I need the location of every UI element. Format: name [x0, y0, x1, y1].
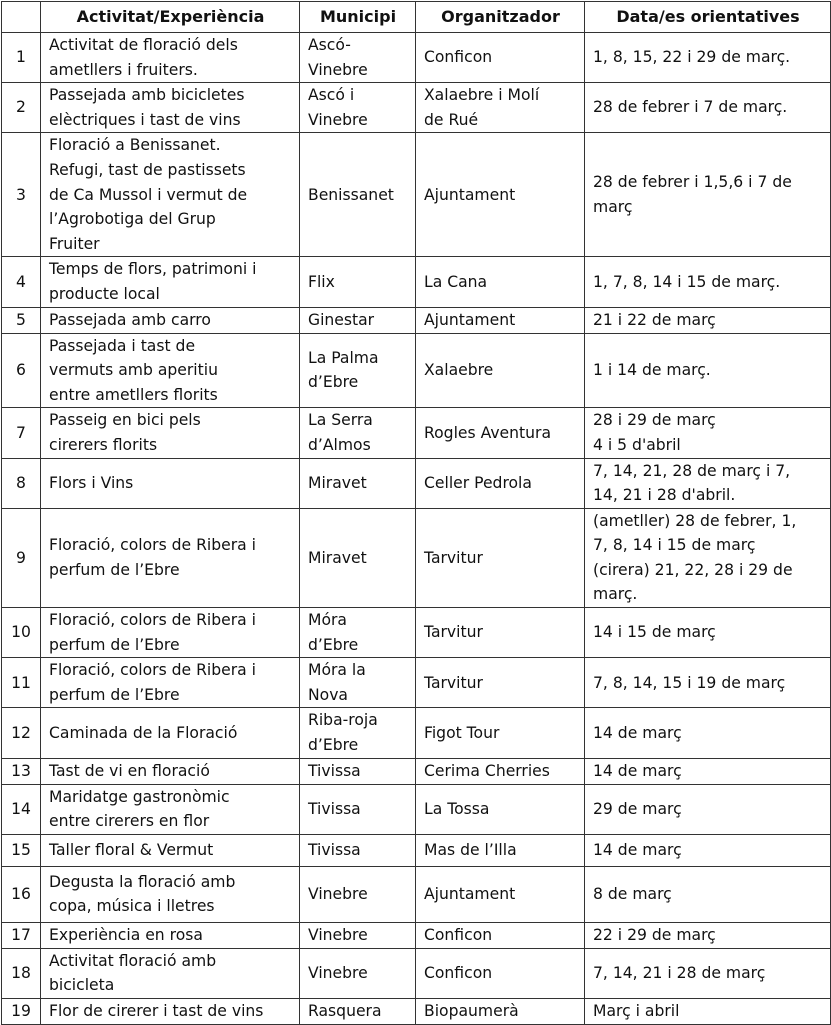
activity-text: Taller floral & Vermut	[49, 841, 214, 860]
organizer-cell	[416, 608, 585, 658]
organizer-cell	[416, 834, 585, 866]
municipality-cell	[300, 658, 416, 708]
activity-cell	[41, 133, 300, 257]
municipality-text: Tivissa	[308, 761, 361, 780]
row-number: 18	[2, 948, 41, 998]
table-row	[2, 999, 831, 1025]
dates-cell	[585, 333, 831, 408]
row-number: 8	[2, 458, 41, 508]
activity-text: Flors i Vins	[49, 473, 134, 492]
dates-cell	[585, 834, 831, 866]
organizer-text: Ajuntament	[424, 885, 516, 904]
row-number: 14	[2, 784, 41, 834]
table-row	[2, 784, 831, 834]
table-row	[2, 922, 831, 948]
activity-cell	[41, 333, 300, 408]
organizer-cell	[416, 784, 585, 834]
row-number: 19	[2, 999, 41, 1025]
header-number	[2, 2, 41, 33]
organizer-text: Cerima Cherries	[424, 761, 550, 780]
organizer-text: Celler Pedrola	[424, 473, 532, 492]
header-municipality: Municipi	[300, 2, 416, 33]
row-number: 16	[2, 866, 41, 922]
dates-text: 7, 14, 21 i 28 de març	[593, 964, 766, 983]
row-number: 7	[2, 408, 41, 458]
row-number: 6	[2, 333, 41, 408]
dates-cell	[585, 508, 831, 607]
municipality-cell	[300, 948, 416, 998]
organizer-cell	[416, 948, 585, 998]
dates-text: 1 i 14 de març.	[593, 361, 711, 380]
dates-cell	[585, 307, 831, 333]
dates-text: 14 de març	[593, 761, 682, 780]
dates-cell	[585, 658, 831, 708]
row-number: 10	[2, 608, 41, 658]
activity-cell	[41, 408, 300, 458]
organizer-cell	[416, 133, 585, 257]
activity-cell	[41, 608, 300, 658]
activity-text: Floració, colors de Ribera i perfum de l’Ebre	[49, 611, 257, 654]
dates-cell	[585, 458, 831, 508]
activity-text: Activitat floració amb bicicleta	[49, 951, 217, 995]
municipality-text: Benissanet	[308, 185, 394, 204]
activity-cell	[41, 922, 300, 948]
dates-cell	[585, 866, 831, 922]
activity-text: Degusta la floració amb copa, música i lletres	[49, 872, 236, 916]
municipality-cell	[300, 333, 416, 408]
organizer-text: Tarvitur	[424, 623, 483, 642]
organizer-cell	[416, 408, 585, 458]
activity-text: Floració, colors de Ribera i perfum de l’Ebre	[49, 536, 257, 579]
dates-text: 21 i 22 de març	[593, 310, 716, 329]
organizer-text: Tarvitur	[424, 673, 483, 692]
table-row	[2, 948, 831, 998]
dates-cell	[585, 33, 831, 83]
municipality-text: Ascó- Vinebre	[308, 36, 368, 79]
activity-text: Floració, colors de Ribera i perfum de l’Ebre	[49, 661, 257, 704]
table-body	[2, 33, 831, 1025]
organizer-text: La Tossa	[424, 799, 490, 818]
dates-cell	[585, 999, 831, 1025]
row-number: 15	[2, 834, 41, 866]
municipality-text: Tivissa	[308, 841, 361, 860]
organizer-cell	[416, 458, 585, 508]
table-row	[2, 33, 831, 83]
activity-text: Maridatge gastronòmic entre cirerers en flor	[49, 787, 230, 831]
row-number: 3	[2, 133, 41, 257]
activity-cell	[41, 999, 300, 1025]
activity-text: Floració a Benissanet. Refugi, tast de pastissets de Ca Mussol i vermut de l’Agrobotiga del Grup Fruiter	[49, 136, 248, 253]
dates-cell	[585, 948, 831, 998]
municipality-text: Vinebre	[308, 964, 368, 983]
dates-text: 14 de març	[593, 841, 682, 860]
municipality-text: Miravet	[308, 473, 367, 492]
activity-text: Temps de flors, patrimoni i producte local	[49, 260, 257, 303]
municipality-text: Ascó i Vinebre	[308, 86, 368, 129]
table-row	[2, 458, 831, 508]
row-number: 2	[2, 83, 41, 133]
municipality-text: Vinebre	[308, 885, 368, 904]
table-row	[2, 408, 831, 458]
organizer-text: Ajuntament	[424, 310, 516, 329]
dates-text: 29 de març	[593, 799, 682, 818]
row-number: 9	[2, 508, 41, 607]
dates-cell	[585, 408, 831, 458]
municipality-cell	[300, 708, 416, 758]
municipality-text: Miravet	[308, 548, 367, 567]
municipality-text: Riba-roja d’Ebre	[308, 711, 378, 755]
row-number: 13	[2, 758, 41, 784]
organizer-cell	[416, 658, 585, 708]
dates-cell	[585, 133, 831, 257]
municipality-cell	[300, 307, 416, 333]
organizer-text: Xalaebre i Molí de Rué	[424, 86, 540, 129]
activity-text: Passejada i tast de vermuts amb aperitiu entre ametllers florits	[49, 336, 218, 404]
dates-cell	[585, 708, 831, 758]
organizer-cell	[416, 508, 585, 607]
activity-cell	[41, 866, 300, 922]
municipality-cell	[300, 608, 416, 658]
organizer-text: Mas de l’Illa	[424, 841, 517, 860]
organizer-text: Biopaumerà	[424, 1002, 519, 1021]
activity-cell	[41, 458, 300, 508]
municipality-cell	[300, 834, 416, 866]
municipality-cell	[300, 408, 416, 458]
activity-cell	[41, 948, 300, 998]
activity-cell	[41, 758, 300, 784]
municipality-cell	[300, 999, 416, 1025]
activities-table	[1, 1, 831, 1025]
organizer-text: Conficon	[424, 926, 493, 945]
table-row	[2, 83, 831, 133]
table-row	[2, 758, 831, 784]
row-number: 1	[2, 33, 41, 83]
dates-text: (ametller) 28 de febrer, 1, 7, 8, 14 i 15 de març (cirera) 21, 22, 28 i 29 de març.	[593, 511, 797, 604]
table-row	[2, 333, 831, 408]
row-number: 4	[2, 257, 41, 307]
activity-cell	[41, 784, 300, 834]
dates-text: Març i abril	[593, 1002, 680, 1021]
organizer-cell	[416, 866, 585, 922]
municipality-cell	[300, 866, 416, 922]
activity-cell	[41, 658, 300, 708]
municipality-text: La Serra d’Almos	[308, 411, 373, 454]
organizer-cell	[416, 922, 585, 948]
row-number: 12	[2, 708, 41, 758]
dates-text: 7, 14, 21, 28 de març i 7, 14, 21 i 28 d'abril.	[593, 461, 791, 505]
dates-text: 14 de març	[593, 723, 682, 742]
dates-cell	[585, 83, 831, 133]
dates-text: 8 de març	[593, 885, 672, 904]
table-row	[2, 133, 831, 257]
organizer-cell	[416, 999, 585, 1025]
organizer-cell	[416, 257, 585, 307]
municipality-cell	[300, 83, 416, 133]
municipality-cell	[300, 784, 416, 834]
activity-text: Experiència en rosa	[49, 926, 203, 945]
activity-text: Passejada amb bicicletes elèctriques i tast de vins	[49, 86, 245, 129]
activity-text: Flor de cirerer i tast de vins	[49, 1002, 264, 1021]
municipality-cell	[300, 922, 416, 948]
table-row	[2, 307, 831, 333]
dates-text: 1, 7, 8, 14 i 15 de març.	[593, 272, 781, 291]
organizer-text: Xalaebre	[424, 361, 494, 380]
row-number: 5	[2, 307, 41, 333]
table-header	[2, 2, 831, 33]
activity-text: Passeig en bici pels cirerers florits	[49, 411, 201, 454]
municipality-cell	[300, 458, 416, 508]
activity-cell	[41, 708, 300, 758]
organizer-text: Figot Tour	[424, 723, 500, 742]
activity-cell	[41, 307, 300, 333]
dates-text: 1, 8, 15, 22 i 29 de març.	[593, 48, 791, 67]
header-dates: Data/es orientatives	[585, 2, 831, 33]
municipality-cell	[300, 257, 416, 307]
activity-text: Caminada de la Floració	[49, 723, 238, 742]
dates-text: 28 de febrer i 7 de març.	[593, 98, 788, 117]
table-row	[2, 658, 831, 708]
activity-text: Tast de vi en floració	[49, 761, 210, 780]
dates-text: 28 i 29 de març 4 i 5 d'abril	[593, 411, 716, 454]
organizer-text: Ajuntament	[424, 185, 516, 204]
municipality-text: La Palma d’Ebre	[308, 348, 379, 392]
organizer-cell	[416, 758, 585, 784]
municipality-cell	[300, 133, 416, 257]
dates-cell	[585, 922, 831, 948]
organizer-text: La Cana	[424, 272, 488, 291]
municipality-cell	[300, 508, 416, 607]
row-number: 11	[2, 658, 41, 708]
organizer-text: Tarvitur	[424, 548, 483, 567]
dates-text: 28 de febrer i 1,5,6 i 7 de març	[593, 173, 792, 216]
table-row	[2, 866, 831, 922]
activity-cell	[41, 508, 300, 607]
dates-cell	[585, 257, 831, 307]
activity-text: Passejada amb carro	[49, 310, 211, 329]
organizer-cell	[416, 708, 585, 758]
dates-cell	[585, 758, 831, 784]
header-row	[2, 2, 831, 33]
organizer-cell	[416, 333, 585, 408]
municipality-text: Ginestar	[308, 310, 375, 329]
municipality-text: Rasquera	[308, 1002, 382, 1021]
organizer-text: Conficon	[424, 964, 493, 983]
activity-cell	[41, 257, 300, 307]
dates-text: 14 i 15 de març	[593, 623, 716, 642]
dates-cell	[585, 608, 831, 658]
municipality-cell	[300, 758, 416, 784]
row-number: 17	[2, 922, 41, 948]
activity-cell	[41, 33, 300, 83]
municipality-text: Flix	[308, 272, 335, 291]
table-row	[2, 608, 831, 658]
dates-cell	[585, 784, 831, 834]
organizer-text: Conficon	[424, 48, 493, 67]
table-row	[2, 708, 831, 758]
organizer-text: Rogles Aventura	[424, 423, 552, 442]
municipality-text: Tivissa	[308, 799, 361, 818]
activity-text: Activitat de floració dels ametllers i fruiters.	[49, 36, 238, 79]
dates-text: 22 i 29 de març	[593, 926, 716, 945]
activity-cell	[41, 834, 300, 866]
organizer-cell	[416, 33, 585, 83]
table-row	[2, 508, 831, 607]
municipality-text: Vinebre	[308, 926, 368, 945]
activity-cell	[41, 83, 300, 133]
table-row	[2, 834, 831, 866]
municipality-text: Móra d’Ebre	[308, 611, 359, 654]
header-activity: Activitat/Experiència	[41, 2, 300, 33]
municipality-cell	[300, 33, 416, 83]
organizer-cell	[416, 307, 585, 333]
header-organizer: Organitzador	[416, 2, 585, 33]
municipality-text: Móra la Nova	[308, 661, 366, 704]
dates-text: 7, 8, 14, 15 i 19 de març	[593, 673, 786, 692]
organizer-cell	[416, 83, 585, 133]
table-row	[2, 257, 831, 307]
